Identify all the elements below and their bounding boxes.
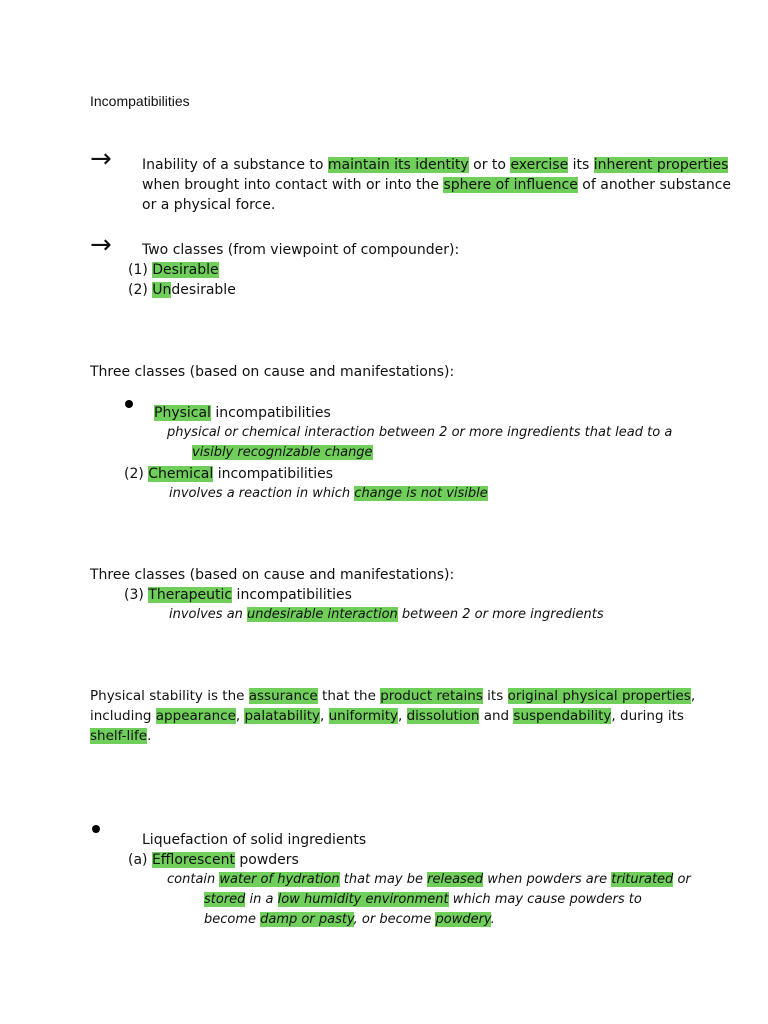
text: ,: [690, 688, 696, 704]
bullet-icon: [92, 825, 100, 833]
text: become: [204, 912, 261, 927]
highlight: product retains: [380, 688, 483, 704]
highlight: Physical: [154, 405, 211, 421]
chemical-desc: [169, 484, 488, 504]
physical-item: [154, 403, 331, 423]
text: , or become: [353, 912, 436, 927]
highlight: Desirable: [152, 262, 219, 278]
highlight: water of hydration: [219, 872, 340, 887]
text: in a: [245, 892, 278, 907]
highlight: uniformity: [328, 708, 398, 724]
highlight: Chemical: [148, 466, 214, 482]
highlight: low humidity environment: [277, 892, 449, 907]
highlight: stored: [204, 892, 246, 907]
text: incompatibilities: [232, 587, 352, 603]
chemical-item: [124, 464, 333, 484]
highlight: palatability: [244, 708, 321, 724]
two-classes-heading: Two classes (from viewpoint of compounder):: [142, 242, 460, 258]
text: , during its: [611, 708, 684, 724]
highlight: shelf-life: [90, 728, 148, 744]
text: ,: [320, 708, 329, 724]
highlight: appearance: [155, 708, 236, 724]
highlight: assurance: [248, 688, 318, 704]
text: that the: [317, 688, 381, 704]
two-classes-item-1: [128, 260, 219, 280]
text: involves an: [169, 607, 248, 622]
text: .: [147, 728, 152, 744]
physical-desc-1: physical or chemical interaction between 2 or more ingredients that lead to a: [167, 425, 673, 440]
efflorescent-desc-1: [167, 870, 691, 890]
text: its: [568, 157, 594, 173]
highlight: inherent properties: [593, 157, 729, 173]
highlight: dissolution: [406, 708, 480, 724]
liquefaction-heading: Liquefaction of solid ingredients: [142, 832, 367, 848]
highlight: Un: [152, 282, 172, 298]
definition-line-2: [142, 175, 731, 195]
number: (3): [124, 587, 149, 603]
highlight: damp or pasty: [260, 912, 354, 927]
therapeutic-item: [124, 585, 352, 605]
text: and: [479, 708, 514, 724]
text: involves a reaction in which: [169, 486, 355, 501]
text: desirable: [171, 282, 236, 298]
page-title: Incompatibilities: [90, 93, 190, 109]
text: of another substance: [577, 177, 732, 193]
highlight: sphere of influence: [443, 177, 578, 193]
highlight: Efflorescent: [151, 852, 235, 868]
three-classes-heading: Three classes (based on cause and manifestations):: [90, 364, 455, 380]
text: ,: [398, 708, 407, 724]
text: that may be: [339, 872, 428, 887]
three-classes-heading-2: Three classes (based on cause and manifestations):: [90, 567, 455, 583]
definition-line-1: [142, 155, 728, 175]
number: (1): [128, 262, 153, 278]
highlight: released: [427, 872, 484, 887]
text: or to: [468, 157, 511, 173]
highlight: Therapeutic: [148, 587, 233, 603]
text: including: [90, 708, 156, 724]
arrow-right-icon: →: [90, 230, 112, 260]
efflorescent-desc-3: [204, 910, 495, 930]
number: (2): [124, 466, 149, 482]
therapeutic-desc: [169, 605, 604, 625]
physical-desc-2: [192, 443, 373, 463]
number: (a): [128, 852, 152, 868]
text: ,: [235, 708, 245, 724]
text: Inability of a substance to: [142, 157, 328, 173]
definition-line-3: or a physical force.: [142, 197, 276, 213]
text: powders: [234, 852, 299, 868]
text: between 2 or more ingredients: [397, 607, 604, 622]
text: contain: [167, 872, 220, 887]
arrow-right-icon: →: [90, 144, 112, 174]
efflorescent-item: [128, 850, 299, 870]
text: incompatibilities: [213, 466, 334, 482]
text: which may cause powders to: [448, 892, 642, 907]
text: Physical stability is the: [90, 688, 249, 704]
two-classes-item-2: [128, 280, 236, 300]
highlight: visibly recognizable change: [192, 445, 373, 460]
highlight: original physical properties: [507, 688, 691, 704]
text: .: [490, 912, 495, 927]
highlight: undesirable interaction: [247, 607, 398, 622]
bullet-icon: [125, 400, 133, 408]
highlight: powdery: [435, 912, 491, 927]
highlight: change is not visible: [354, 486, 488, 501]
text: incompatibilities: [210, 405, 331, 421]
text: when brought into contact with or into the: [142, 177, 444, 193]
highlight: exercise: [510, 157, 569, 173]
highlight: maintain its identity: [327, 157, 469, 173]
text: or: [673, 872, 691, 887]
efflorescent-desc-2: [204, 890, 642, 910]
stability-line-2: [90, 706, 684, 726]
text: its: [482, 688, 508, 704]
highlight: suspendability: [513, 708, 612, 724]
stability-line-3: [90, 726, 151, 746]
stability-line-1: [90, 686, 695, 706]
highlight: triturated: [611, 872, 674, 887]
number: (2): [128, 282, 153, 298]
text: when powders are: [483, 872, 612, 887]
